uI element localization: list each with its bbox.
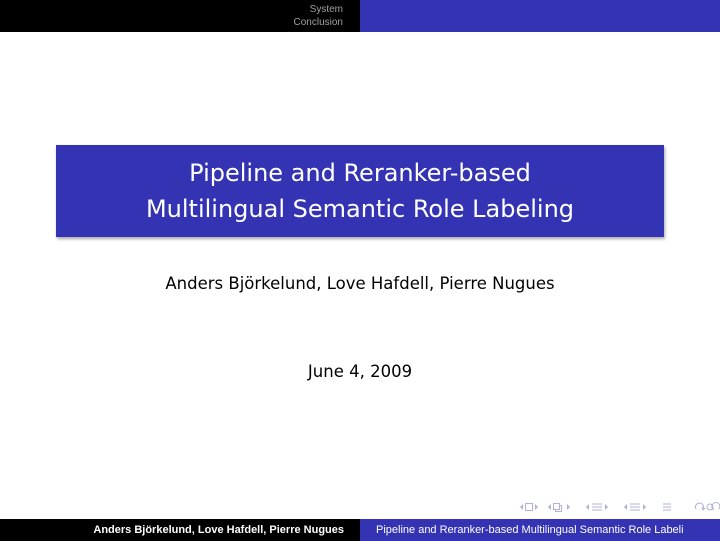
search-icon[interactable]: [692, 500, 706, 514]
slide-nav-icon[interactable]: [518, 500, 532, 514]
subsection-nav-icon[interactable]: [584, 500, 598, 514]
footer-title-panel: [360, 519, 720, 541]
title-line-1: Pipeline and Reranker-based: [189, 159, 531, 187]
navigation-symbols: [518, 500, 706, 514]
section-nav: [0, 0, 360, 32]
footer-title: Pipeline and Reranker-based Multilingual Semantic Role Labeli: [376, 524, 684, 536]
title-line-2: Multilingual Semantic Role Labeling: [145, 195, 575, 223]
header-bar: [0, 0, 720, 32]
appendix-icon[interactable]: [660, 500, 674, 514]
footer-authors-panel: [0, 519, 360, 541]
header-right-panel: [360, 0, 720, 32]
presentation-date: June 4, 2009: [307, 362, 413, 381]
author-list: Anders Björkelund, Love Hafdell, Pierre Nugues: [165, 274, 555, 293]
footer-bar: [0, 519, 720, 541]
footer-authors: Anders Björkelund, Love Hafdell, Pierre Nugues: [93, 524, 344, 536]
title-block: [56, 145, 664, 237]
section-nav-icon[interactable]: [622, 500, 636, 514]
nav-section-system[interactable]: System: [309, 4, 343, 15]
nav-section-conclusion[interactable]: Conclusion: [293, 17, 343, 28]
frame-nav-icon[interactable]: [546, 500, 560, 514]
